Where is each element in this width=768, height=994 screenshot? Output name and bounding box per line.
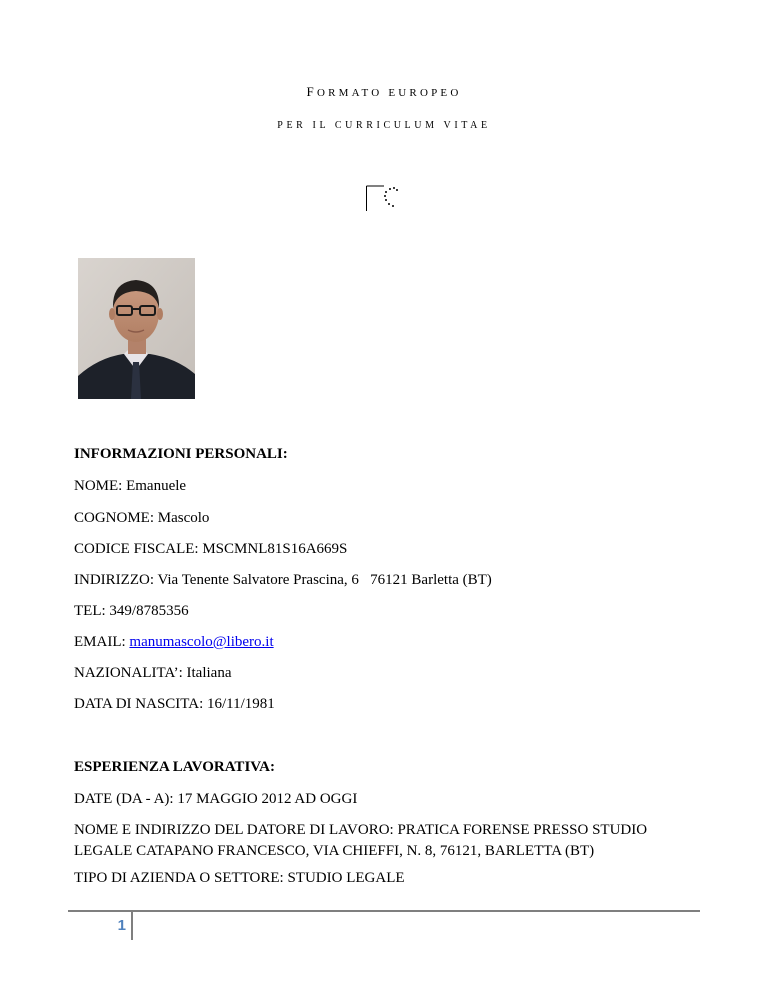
email-field	[74, 634, 274, 651]
footer-rule	[68, 910, 700, 912]
nome-field: NOME: Emanuele	[74, 478, 187, 494]
email-label: EMAIL:	[74, 634, 130, 650]
experience-date-field: DATE (DA - A): 17 MAGGIO 2012 AD OGGI	[74, 791, 358, 807]
personal-info-heading: INFORMAZIONI PERSONALI:	[74, 446, 288, 462]
cognome-field: COGNOME: Mascolo	[74, 510, 210, 526]
document-subtitle: PER IL CURRICULUM VITAE	[277, 120, 491, 131]
title-initial: F	[306, 84, 317, 99]
portrait-photo-icon	[78, 258, 195, 399]
page-number: 1	[117, 917, 126, 934]
nazionalita-field: NAZIONALITA’: Italiana	[74, 665, 232, 681]
tel-field: TEL: 349/8785356	[74, 603, 189, 619]
footer-separator	[131, 910, 133, 940]
indirizzo-field: INDIRIZZO: Via Tenente Salvatore Prascina, 6 76121 Barletta (BT)	[74, 572, 492, 588]
eu-stars-logo-icon	[366, 185, 402, 211]
title-rest: ORMATO EUROPEO	[316, 87, 462, 99]
experience-heading: ESPERIENZA LAVORATIVA:	[74, 759, 276, 775]
codice-fiscale-field: CODICE FISCALE: MSCMNL81S16A669S	[74, 541, 348, 557]
document-title	[0, 84, 768, 100]
email-link[interactable]: manumascolo@libero.it	[129, 634, 274, 650]
sector-field: TIPO DI AZIENDA O SETTORE: STUDIO LEGALE	[74, 870, 405, 886]
employer-field: NOME E INDIRIZZO DEL DATORE DI LAVORO: PRATICA FORENSE PRESSO STUDIO LEGALE CATAPANO FRANCESCO, VIA CHIEFFI, N. 8, 76121, BARLETTA (BT)	[74, 822, 648, 859]
data-nascita-field: DATA DI NASCITA: 16/11/1981	[74, 696, 275, 712]
